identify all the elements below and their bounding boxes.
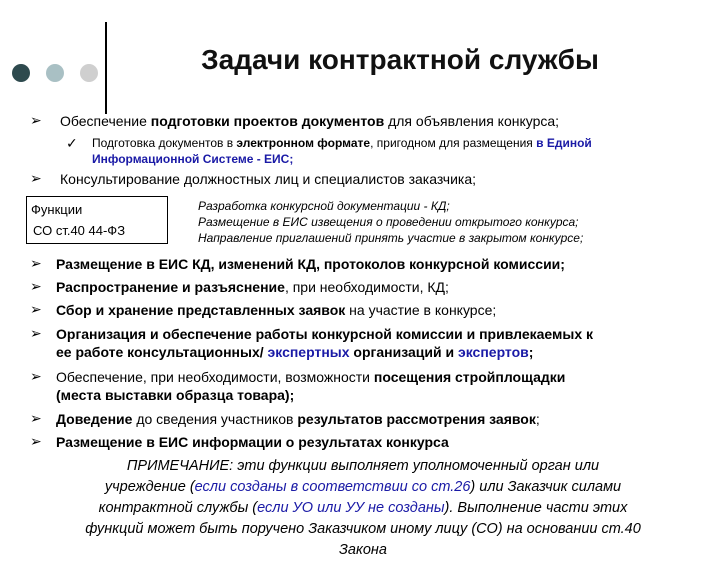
text: посещения стройплощадки <box>373 369 566 385</box>
note-line: ПРИМЕЧАНИЕ: эти функции выполняет уполномоченный орган или <box>126 458 600 474</box>
functions-box <box>26 196 168 244</box>
bullet-item <box>60 170 476 188</box>
text: , при необходимости, КД; <box>284 279 449 295</box>
note-line: функций может быть поручено Заказчиком иному лицу (СО) на основании ст.40 <box>85 521 641 537</box>
arrow-bullet-icon: ➢ <box>30 368 42 384</box>
text: экспертов <box>457 344 529 360</box>
text: ) или Заказчик силами <box>470 479 622 495</box>
dot-icon <box>12 64 30 82</box>
text: если созданы в соответствии со ст.26 <box>194 479 471 495</box>
dot-icon <box>80 64 98 82</box>
text: Обеспечение, при необходимости, возможности <box>56 369 374 385</box>
text: учреждение ( <box>104 479 195 495</box>
check-icon: ✓ <box>66 135 78 151</box>
text: ). Выполнение части этих <box>444 500 628 516</box>
list-item: Размещение в ЕИС информации о результатах конкурса <box>56 434 449 450</box>
note-line <box>18 477 708 498</box>
title-divider <box>105 22 107 114</box>
text: ее работе консультационных/ <box>56 344 268 360</box>
text: Доведение <box>56 411 133 427</box>
text: (места выставки образца товара); <box>56 387 295 403</box>
box-label: СО ст.40 44-ФЗ <box>33 223 126 238</box>
page-title: Задачи контрактной службы <box>201 44 599 75</box>
bullet-item <box>60 112 559 130</box>
list-item: Размещение в ЕИС КД, изменений КД, протоколов конкурсной комиссии; <box>56 256 565 272</box>
text: Направление приглашений принять участие в закрытом конкурсе; <box>198 231 584 245</box>
text: Организация и обеспечение работы конкурсной комиссии и привлекаемых к <box>56 326 593 342</box>
text: до сведения участников <box>132 411 298 427</box>
text: экспертных <box>267 344 350 360</box>
dot-icon <box>46 64 64 82</box>
text: , пригодном для размещения <box>370 136 537 150</box>
text: в Единой <box>536 136 592 150</box>
list-item <box>56 278 449 296</box>
text: Сбор и хранение представленных заявок <box>56 302 346 318</box>
box-label: Функции <box>31 202 83 217</box>
arrow-bullet-icon: ➢ <box>30 410 42 426</box>
sub-bullet-item <box>92 135 592 167</box>
text: Консультирование должностных лиц и специалистов заказчика; <box>60 171 477 187</box>
text: организаций и <box>349 344 458 360</box>
text: Размещение в ЕИС извещения о проведении открытого конкурса; <box>198 215 579 229</box>
text: ; <box>528 344 534 360</box>
text: Обеспечение <box>60 113 151 129</box>
arrow-bullet-icon: ➢ <box>30 433 42 449</box>
list-item <box>56 301 496 319</box>
text: подготовки проектов документов <box>150 113 385 129</box>
text: если УО или УУ не созданы <box>257 500 445 516</box>
text: результатов рассмотрения заявок <box>297 411 536 427</box>
arrow-bullet-icon: ➢ <box>30 301 42 317</box>
decorative-dots <box>10 64 100 84</box>
text: Подготовка документов в <box>92 136 237 150</box>
text: Распространение и разъяснение <box>56 279 285 295</box>
text: на участие в конкурсе; <box>345 302 497 318</box>
text: Разработка конкурсной документации - КД; <box>198 199 450 213</box>
arrow-bullet-icon: ➢ <box>30 112 42 128</box>
list-item <box>56 410 540 428</box>
arrow-bullet-icon: ➢ <box>30 325 42 341</box>
text: электронном формате <box>236 136 371 150</box>
text: для объявления конкурса; <box>384 113 560 129</box>
arrow-bullet-icon: ➢ <box>30 255 42 271</box>
arrow-bullet-icon: ➢ <box>30 278 42 294</box>
arrow-bullet-icon: ➢ <box>30 170 42 186</box>
note-paragraph <box>18 456 708 561</box>
text: Информационной Системе - ЕИС; <box>92 152 294 166</box>
italic-functions <box>198 198 583 246</box>
text: контрактной службы ( <box>98 500 258 516</box>
note-line: Закона <box>339 542 387 558</box>
list-item <box>56 368 565 404</box>
list-item <box>56 325 593 361</box>
note-line <box>18 498 708 519</box>
text: ; <box>535 411 540 427</box>
